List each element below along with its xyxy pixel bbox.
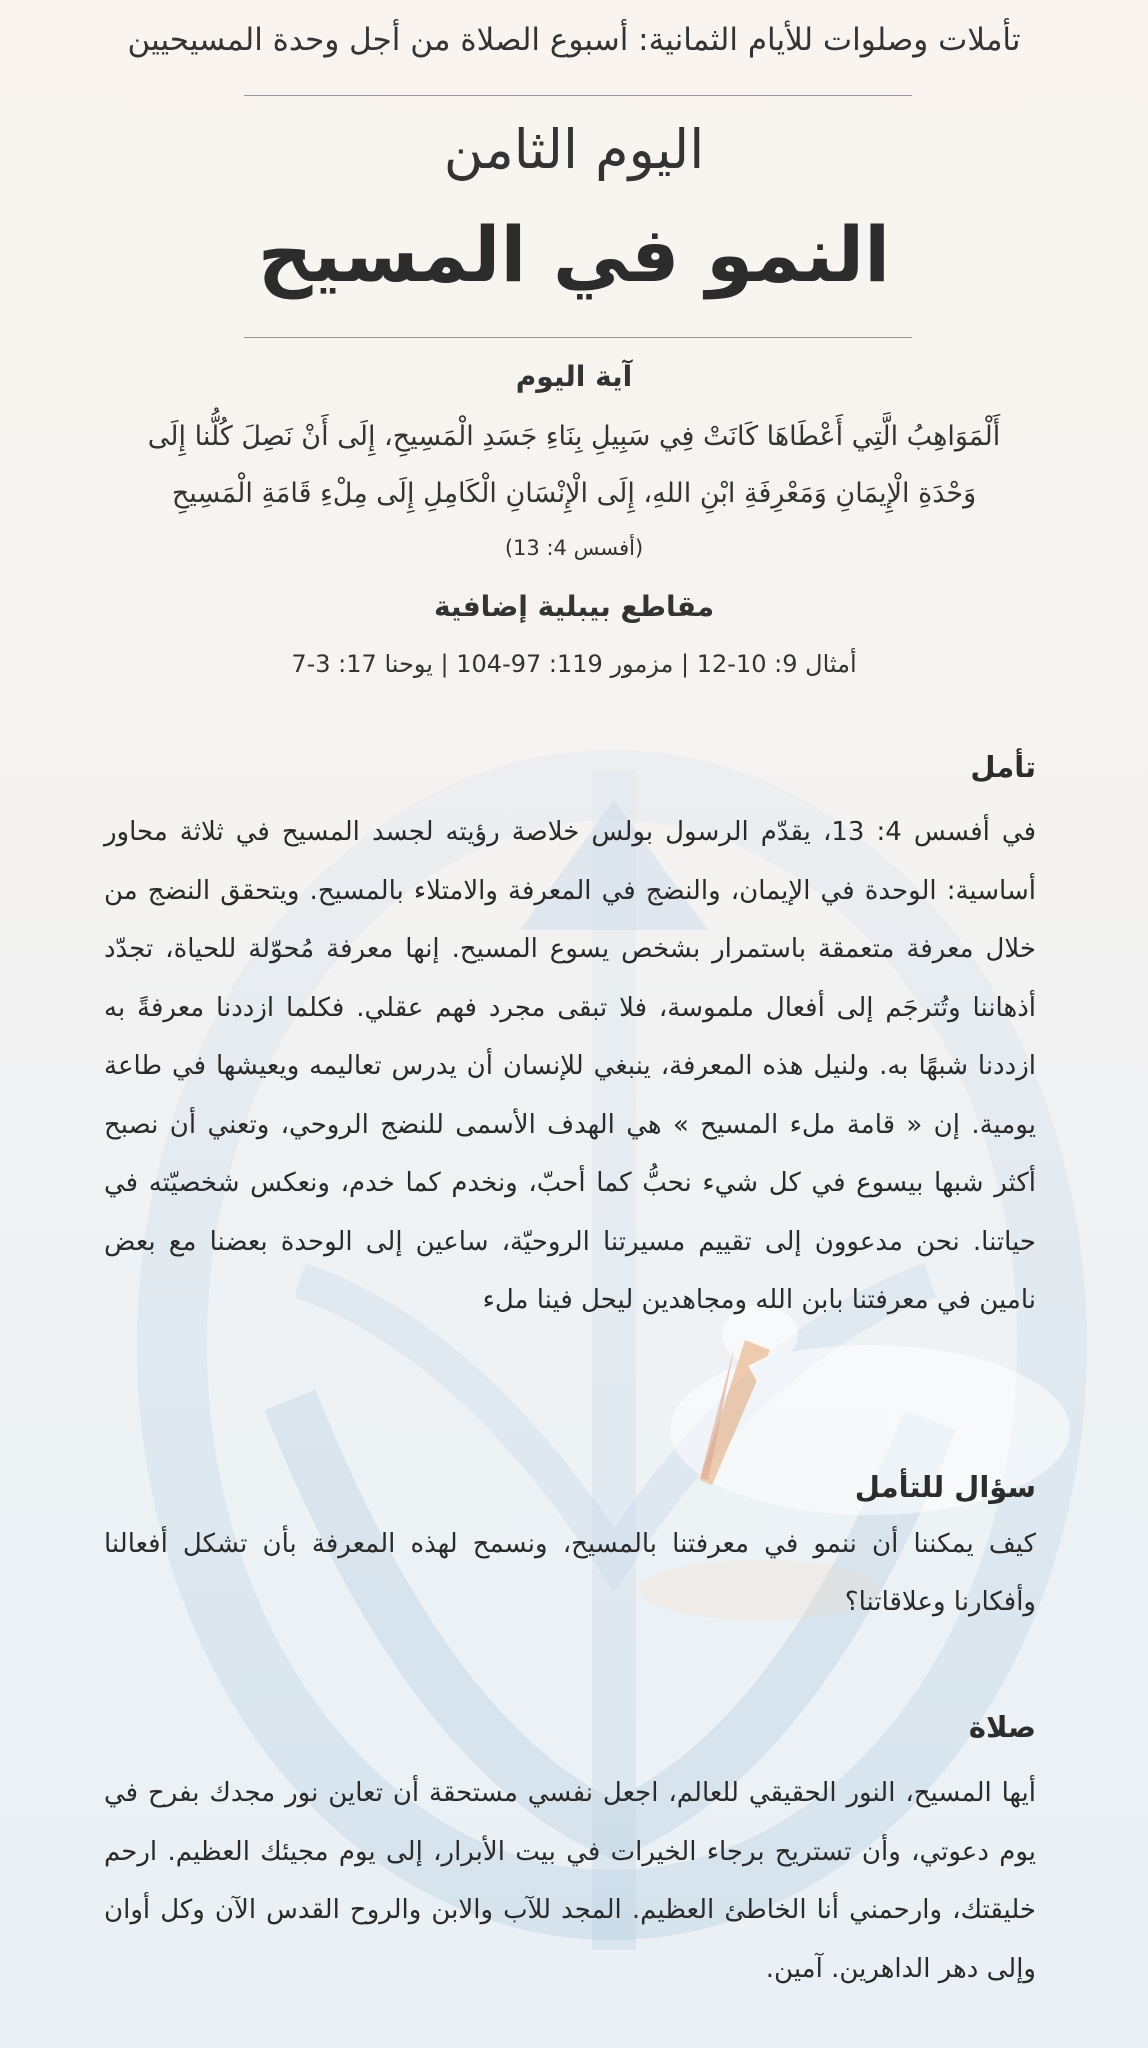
passages-list: أمثال 9: 10-12 | مزمور 119: 97-104 | يوحنا 17: 3-7: [291, 650, 857, 678]
reflection-heading: تأمل: [970, 750, 1036, 784]
day-label: اليوم الثامن: [443, 118, 705, 181]
page-title: النمو في المسيح: [257, 210, 891, 299]
question-heading: سؤال للتأمل: [854, 1470, 1036, 1504]
passages-heading: مقاطع بيبلية إضافية: [433, 590, 715, 623]
verse-text: أَلْمَوَاهِبُ الَّتِي أَعْطَاهَا كَانَتْ فِي سَبِيلِ بِنَاءِ جَسَدِ الْمَسِيحِ، إِلَى أَنْ نَصِلَ كُلُّنا إِلَى وَحْدَةِ الْإِيمَانِ وَمَعْرِفَةِ ابْنِ اللهِ، إِلَى الْإِنْسَانِ الْكَامِلِ إِلَى مِلْءِ قَامَةِ الْمَسِيحِ: [147, 421, 1001, 509]
verse-reference: (أفسس 4: 13): [504, 536, 644, 560]
reflection-body: في أفسس 4: 13، يقدّم الرسول بولس خلاصة رؤيته لجسد المسيح في ثلاثة محاور أساسية: الوحدة في الإيمان، والنضج في المعرفة والامتلاء بالمسيح. ويتحقق النضج من خلال معرفة متعمقة باستمرار بشخص يسوع المسيح. إنها معرفة مُحوّلة للحياة، تجدّد أذهاننا وتُترجَم إلى أفعال ملموسة، فلا تبقى مجرد فهم عقلي. فكلما ازددنا معرفةً به ازددنا شبهًا به. ولنيل هذه المعرفة، ينبغي للإنسان أن يدرس تعاليمه ويعيشها في طاعة يومية. إن « قامة ملء المسيح » هي الهدف الأسمى للنضج الروحي، وتعني أن نصبح أكثر شبها بيسوع في كل شيء نحبُّ كما أحبّ، ونخدم كما خدم، ونعكس شخصيّته في حياتنا. نحن مدعوون إلى تقييم مسيرتنا الروحيّة، ساعين إلى الوحدة بعضنا مع بعض نامين في معرفتنا بابن الله ومجاهدين ليحل فينا ملء: [104, 817, 1036, 1315]
prayer-body: أيها المسيح، النور الحقيقي للعالم، اجعل نفسي مستحقة أن تعاين نور مجدك بفرح في يوم دعوتي، وأن تستريح برجاء الخيرات في بيت الأبرار، إلى يوم مجيئك العظيم. ارحم خليقتك، وارحمني أنا الخاطئ العظيم. المجد للآب والابن والروح القدس الآن وكل أوان وإلى دهر الداهرين. آمين.: [104, 1778, 1036, 1984]
verse-heading: آية اليوم: [515, 360, 633, 393]
question-body: كيف يمكننا أن ننمو في معرفتنا بالمسيح، ونسمح لهذه المعرفة بأن تشكل أفعالنا وأفكارنا وعلاقاتنا؟: [104, 1529, 1036, 1617]
divider-top: [244, 95, 912, 96]
series-title: تأملات وصلوات للأيام الثمانية: أسبوع الصلاة من أجل وحدة المسيحيين: [127, 22, 1021, 58]
prayer-heading: صلاة: [968, 1710, 1036, 1744]
divider-bottom: [244, 337, 912, 338]
